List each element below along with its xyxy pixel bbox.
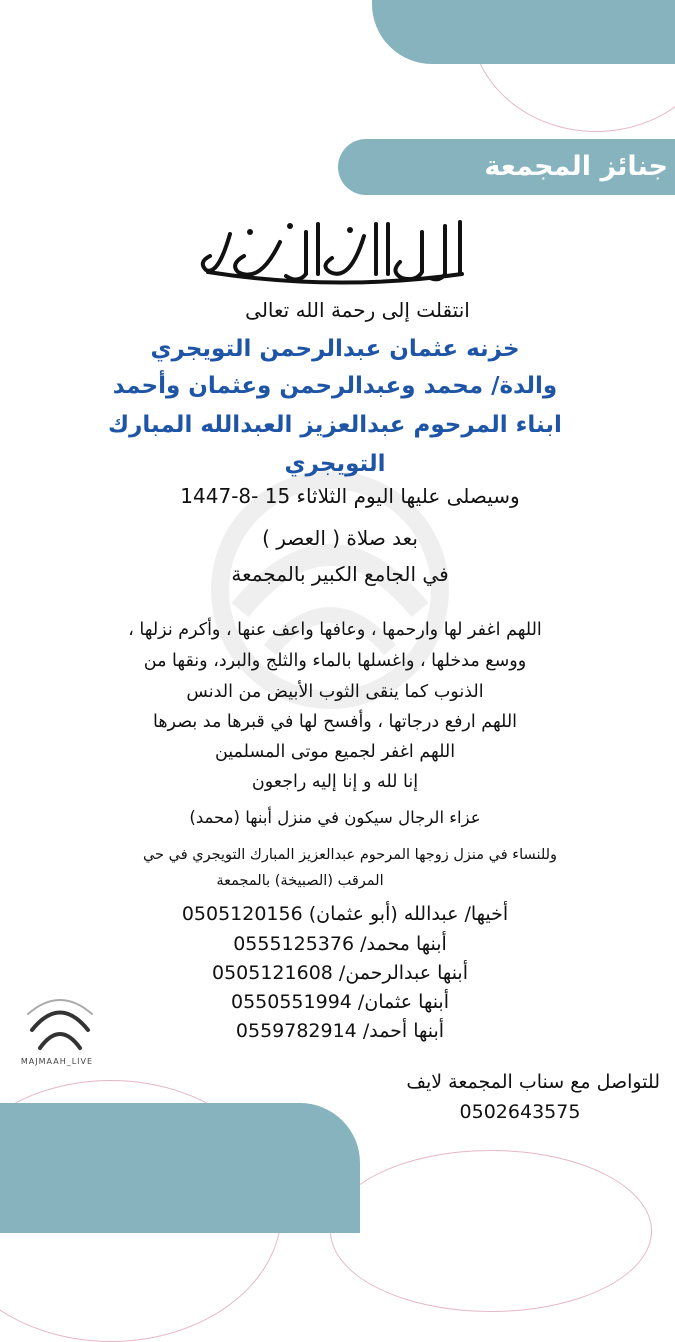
bottom-teal-shape xyxy=(0,1103,360,1233)
intro-text: انتقلت إلى رحمة الله تعالى xyxy=(245,298,470,322)
dua-line: الذنوب كما ينقى الثوب الأبيض من الدنس xyxy=(186,682,484,702)
dua-line: اللهم اغفر لها وارحمها ، وعافها واعف عنها ، وأكرم نزلها ، xyxy=(128,620,542,640)
prayer-time: بعد صلاة ( العصر ) xyxy=(262,526,418,550)
deceased-relation-line: والدة/ محمد وعبدالرحمن وعثمان وأحمد xyxy=(112,373,558,399)
condolence-women: وللنساء في منزل زوجها المرحوم عبدالعزيز المبارك التويجري في حي xyxy=(142,847,558,863)
dua-line: ووسع مدخلها ، واغسلها بالماء والثلج والبرد، ونقها من xyxy=(143,651,527,671)
snap-contact-label: للتواصل مع سناب المجمعة لايف xyxy=(406,1071,660,1093)
contact-line: أبنها عثمان/ 0550551994 xyxy=(230,991,449,1013)
dua-line: اللهم ارفع درجاتها ، وأفسح لها في قبرها مد بصرها xyxy=(152,712,518,732)
page-title: جنائز المجمعة xyxy=(484,151,668,182)
snap-phone-number: 0502643575 xyxy=(459,1101,581,1123)
condolence-men: عزاء الرجال سيكون في منزل أبنها (محمد) xyxy=(189,808,481,827)
logo-caption: MAJMAAH_LIVE xyxy=(20,1057,94,1066)
contact-line: أخيها/ عبدالله (أبو عثمان) 0505120156 xyxy=(181,903,509,925)
prayer-place: في الجامع الكبير بالمجمعة xyxy=(231,562,449,586)
condolence-women-location: المرقب (الصبيخة) بالمجمعة xyxy=(216,873,384,889)
majmaah-live-logo-icon xyxy=(20,990,100,1060)
contact-line: أبنها عبدالرحمن/ 0505121608 xyxy=(211,962,468,984)
prayer-date: وسيصلى عليها اليوم الثلاثاء 15 -8-1447 xyxy=(180,484,520,508)
contact-line: أبنها محمد/ 0555125376 xyxy=(233,933,447,955)
calligraphy-verse-icon xyxy=(190,212,480,292)
header-banner xyxy=(338,139,675,195)
contact-line: أبنها أحمد/ 0559782914 xyxy=(235,1020,445,1042)
deceased-name-line: خزنه عثمان عبدالرحمن التويجري xyxy=(150,336,520,362)
top-teal-shape xyxy=(372,0,675,64)
bottom-decorative-ring-right xyxy=(330,1150,652,1312)
dua-line: إنا لله و إنا إليه راجعون xyxy=(251,772,419,792)
dua-line: اللهم اغفر لجميع موتى المسلمين xyxy=(214,742,456,762)
deceased-relation-line: ابناء المرحوم عبدالعزيز العبدالله المبارك xyxy=(108,412,562,438)
deceased-relation-line: التويجري xyxy=(284,451,386,477)
